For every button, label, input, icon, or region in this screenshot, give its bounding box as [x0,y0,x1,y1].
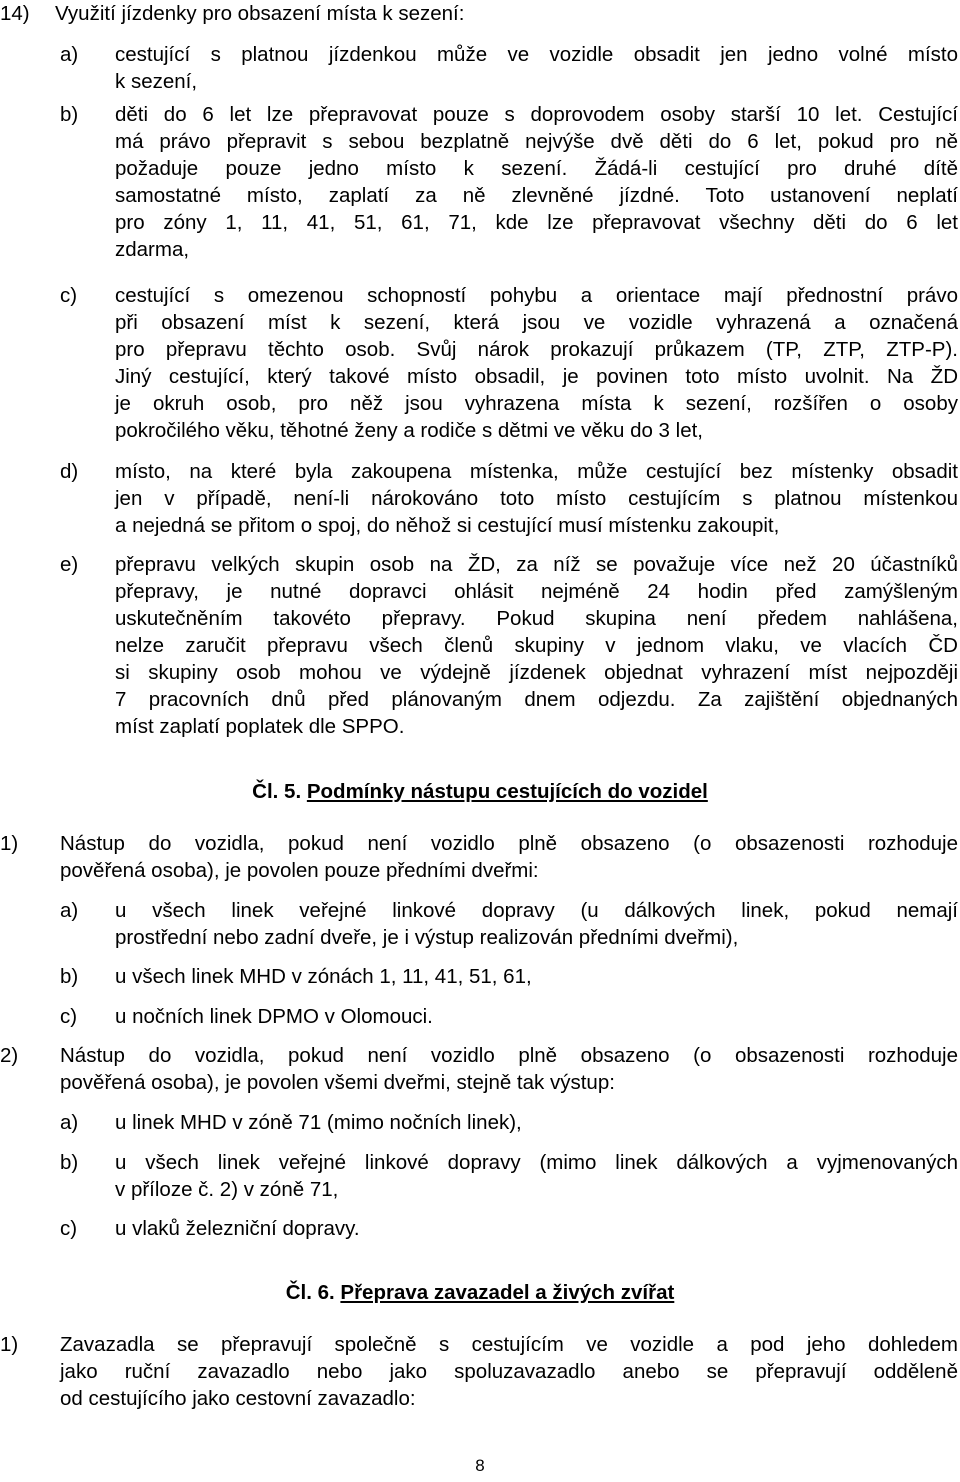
item-label: c) [60,1217,78,1240]
item-label: b) [60,1151,79,1174]
paragraph-line: míst zaplatí poplatek dle SPPO. [115,715,405,738]
paragraph-line: Nástup do vozidla, pokud není vozidlo plně obsazeno (o obsazenosti rozhoduje [60,832,958,855]
article-6-title: Přeprava zavazadel a živých zvířat [340,1281,675,1304]
paragraph-line: k sezení, [115,70,198,93]
paragraph-line: přepravu velkých skupin osob na ŽD, za níž se považuje více než 20 účastníků [115,553,958,576]
paragraph-line: je okruh osob, pro něž jsou vyhrazena místa k sezení, rozšířen o osoby [115,392,958,415]
paragraph-line: od cestujícího jako cestovní zavazadlo: [60,1387,416,1410]
section-14 [0,0,960,27]
paragraph-line: a nejedná se přitom o spoj, do něhož si cestující musí místenku zakoupit, [115,514,780,537]
section-14-title: Využití jízdenky pro obsazení místa k sezení: [55,2,465,25]
article-5-title: Podmínky nástupu cestujících do vozidel [306,780,708,803]
paragraph-line: přepravy, je nutné dopravci ohlásit nejméně 24 hodin před zamýšleným [115,580,958,603]
paragraph-line: Nástup do vozidla, pokud není vozidlo plně obsazeno (o obsazenosti rozhoduje [60,1044,958,1067]
paragraph-line: pověřená osoba), je povolen pouze předními dveřmi: [60,859,539,882]
paragraph-line: jen v případě, není-li nárokováno toto místo cestujícím s platnou místenkou [115,487,958,510]
paragraph-line: jako ruční zavazadlo nebo jako spoluzavazadlo anebo se přepravují odděleně [60,1360,958,1383]
point-number: 1) [0,1333,19,1356]
paragraph-line: prostřední nebo zadní dveře, je i výstup realizován předními dveřmi), [115,926,739,949]
paragraph-line: zdarma, [115,238,190,261]
paragraph-line: Jiný cestující, který takové místo obsadil, je povinen toto místo uvolnit. Na ŽD [115,365,958,388]
paragraph-line: nelze zaručit přepravu všech členů skupiny v jednom vlaku, ve vlacích ČD [115,634,958,657]
paragraph-line: uskutečněním takovéto přepravy. Pokud skupina není předem nahlášena, [115,607,958,630]
paragraph-line: požaduje pouze jedno místo k sezení. Žádá-li cestující pro druhé dítě [115,157,958,180]
point-number: 1) [0,832,19,855]
item-label: e) [60,553,79,576]
paragraph-line: si skupiny osob mohou ve výdejně jízdenek objednat vyhrazení míst nejpozději [115,661,958,684]
article-6-heading [0,1279,960,1306]
paragraph-line: pokročilého věku, těhotné ženy a rodiče s dětmi ve věku do 3 let, [115,419,704,442]
paragraph-line: místo, na které byla zakoupena místenka, může cestující bez místenky obsadit [115,460,958,483]
paragraph-line: u všech linek MHD v zónách 1, 11, 41, 51, 61, [115,965,532,988]
paragraph-line: má právo přepravit s sebou bezplatně nejvýše dvě děti do 6 let, pokud pro ně [115,130,958,153]
page-number: 8 [475,1456,485,1475]
item-label: b) [60,965,79,988]
paragraph-line: cestující s omezenou schopností pohybu a orientace mají přednostní právo [115,284,958,307]
item-label: a) [60,899,79,922]
paragraph-line: u vlaků železniční dopravy. [115,1217,360,1240]
paragraph-line: u všech linek veřejné linkové dopravy (mimo linek dálkových a vyjmenovaných [115,1151,958,1174]
paragraph-line: u linek MHD v zóně 71 (mimo nočních linek), [115,1111,522,1134]
paragraph-line: samostatné místo, zaplatí za ně zlevněné jízdné. Toto ustanovení neplatí [115,184,958,207]
paragraph-line: 7 pracovních dnů před plánovaným dnem odjezdu. Za zajištění objednaných [115,688,958,711]
paragraph-line: děti do 6 let lze přepravovat pouze s doprovodem osoby starší 10 let. Cestující [115,103,958,126]
paragraph-line: Zavazadla se přepravují společně s cestujícím ve vozidle a pod jeho dohledem [60,1333,958,1356]
paragraph-line: pověřená osoba), je povolen všemi dveřmi, stejně tak výstup: [60,1071,615,1094]
paragraph-line: cestující s platnou jízdenkou může ve vozidle obsadit jen jedno volné místo [115,43,958,66]
item-label: a) [60,43,79,66]
point-number: 2) [0,1044,19,1067]
article-5-prefix: Čl. 5. [252,780,302,803]
article-6-prefix: Čl. 6. [285,1281,335,1304]
paragraph-line: u všech linek veřejné linkové dopravy (u dálkových linek, pokud nemají [115,899,958,922]
item-label: c) [60,1005,78,1028]
section-14-number: 14) [0,2,30,25]
paragraph-line: u nočních linek DPMO v Olomouci. [115,1005,433,1028]
paragraph-line: pro přepravu těchto osob. Svůj nárok prokazují průkazem (TP, ZTP, ZTP-P). [115,338,958,361]
paragraph-line: při obsazení míst k sezení, která jsou ve vozidle vyhrazená a označená [115,311,958,334]
item-label: a) [60,1111,79,1134]
item-label: c) [60,284,78,307]
item-label: d) [60,460,79,483]
paragraph-line: pro zóny 1, 11, 41, 51, 61, 71, kde lze přepravovat všechny děti do 6 let [115,211,958,234]
paragraph-line: v příloze č. 2) v zóně 71, [115,1178,339,1201]
article-5-heading [0,778,960,805]
item-label: b) [60,103,79,126]
